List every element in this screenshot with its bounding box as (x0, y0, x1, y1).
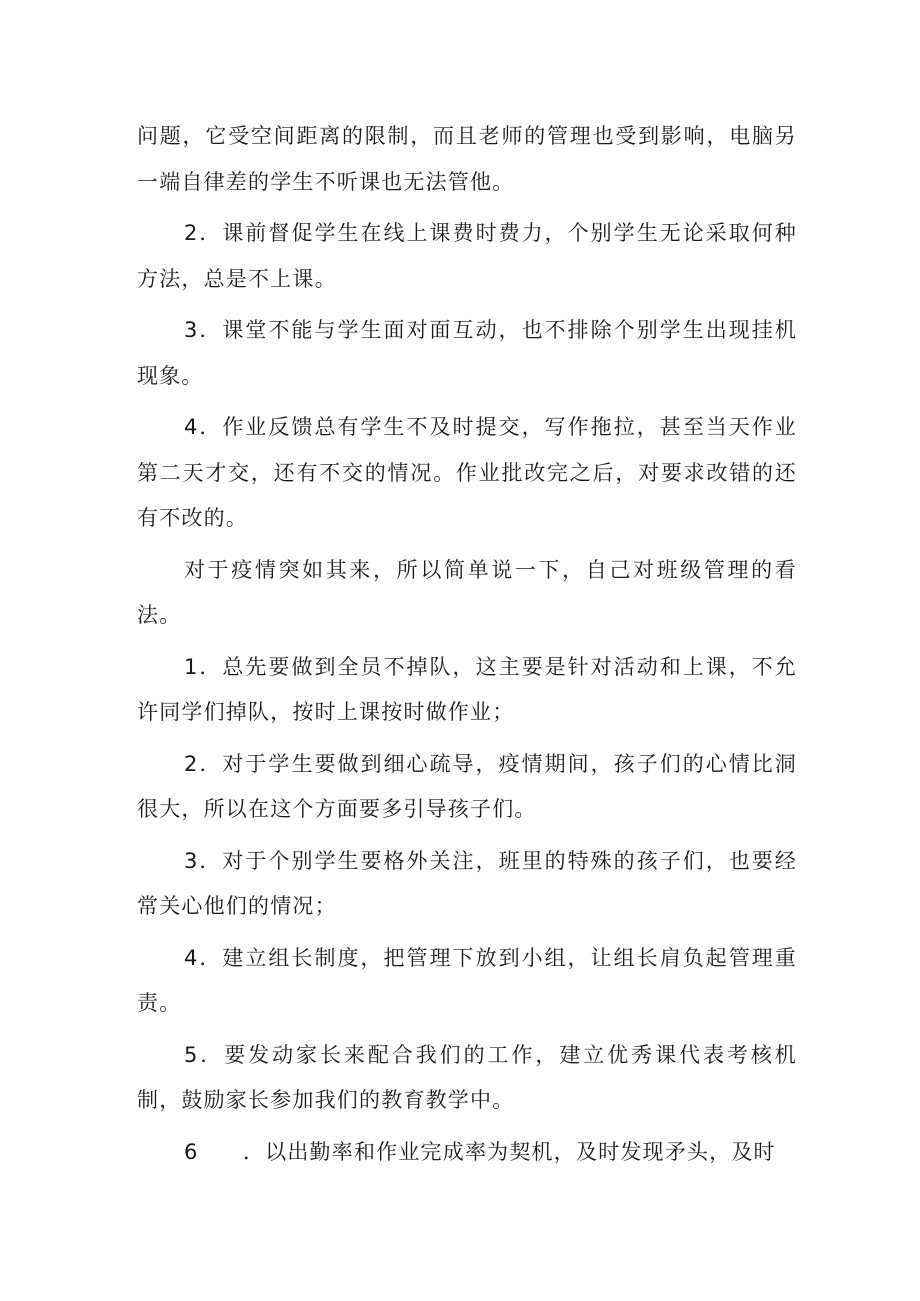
paragraph-11: 6 ．以出勤率和作业完成率为契机，及时发现矛头，及时 (184, 1139, 776, 1164)
document-body (137, 114, 797, 1175)
paragraph-5: 对于疫情突如其来，所以简单说一下，自己对班级管理的看法。 (137, 557, 797, 627)
paragraph-1: 问题，它受空间距离的限制，而且老师的管理也受到影响，电脑另一端自律差的学生不听课也无法管他。 (137, 124, 797, 194)
paragraph-7: 2．对于学生要做到细心疏导，疫情期间，孩子们的心情比洞很大，所以在这个方面要多引导孩子们。 (137, 751, 797, 821)
paragraph-3: 3．课堂不能与学生面对面互动，也不排除个别学生出现挂机现象。 (137, 318, 797, 388)
paragraph-2: 2．课前督促学生在线上课费时费力，个别学生无论采取何种方法，总是不上课。 (137, 221, 797, 291)
paragraph-4: 4．作业反馈总有学生不及时提交，写作拖拉，甚至当天作业第二天才交，还有不交的情况。作业批改完之后，对要求改错的还有不改的。 (137, 415, 797, 530)
paragraph-6: 1．总先要做到全员不掉队，这主要是针对活动和上课，不允许同学们掉队，按时上课按时做作业； (137, 654, 797, 724)
paragraph-8: 3．对于个别学生要格外关注，班里的特殊的孩子们，也要经常关心他们的情况； (137, 848, 797, 918)
paragraph-10: 5．要发动家长来配合我们的工作，建立优秀课代表考核机制，鼓励家长参加我们的教育教学中。 (137, 1042, 797, 1112)
paragraph-9: 4．建立组长制度，把管理下放到小组，让组长肩负起管理重责。 (137, 945, 797, 1015)
